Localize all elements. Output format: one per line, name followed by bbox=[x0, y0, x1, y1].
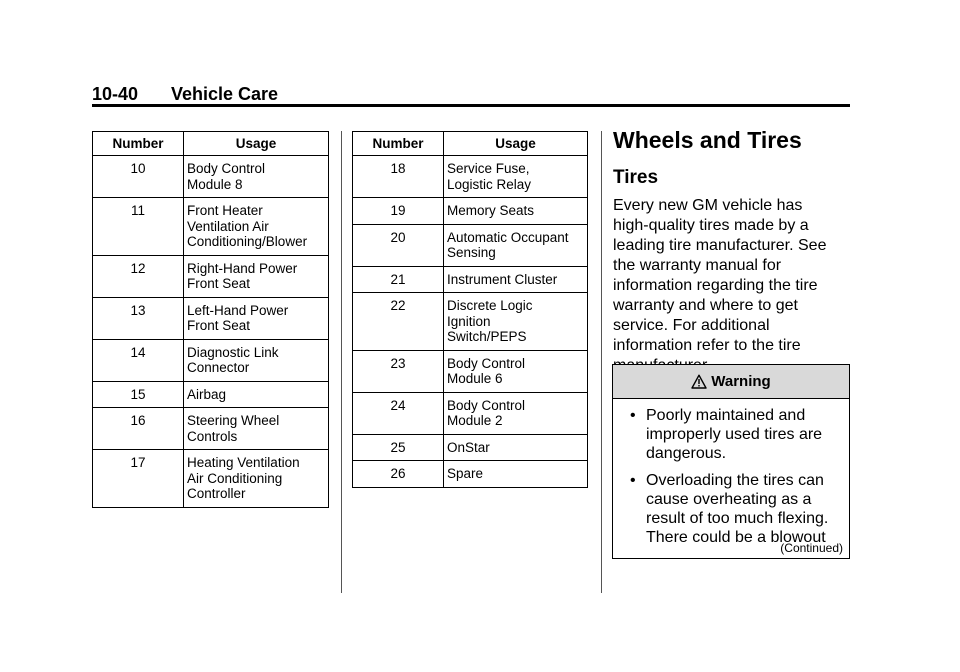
usage-line: Front Seat bbox=[187, 318, 251, 333]
usage-line: Body Control bbox=[187, 161, 266, 176]
table-row bbox=[353, 198, 588, 225]
usage-line: Module 6 bbox=[447, 371, 503, 386]
fuse-usage bbox=[184, 297, 329, 339]
fuse-number: 12 bbox=[93, 255, 184, 297]
paragraph-line: information refer to the tire bbox=[613, 337, 801, 354]
warning-line: cause overheating as a bbox=[646, 491, 812, 508]
warning-title: Warning bbox=[711, 373, 771, 390]
paragraph-line: Every new GM vehicle has bbox=[613, 197, 803, 214]
fuse-number: 17 bbox=[93, 450, 184, 508]
fuse-usage bbox=[444, 461, 588, 488]
fuse-number: 23 bbox=[353, 350, 444, 392]
fuse-usage bbox=[444, 156, 588, 198]
usage-line: Logistic Relay bbox=[447, 176, 532, 192]
table-row bbox=[93, 156, 329, 198]
warning-box bbox=[612, 364, 850, 559]
fuse-number: 21 bbox=[353, 266, 444, 293]
usage-line: Body Control bbox=[447, 397, 526, 413]
fuse-usage bbox=[184, 156, 329, 198]
usage-line: Service Fuse, bbox=[447, 161, 530, 176]
column-header-number: Number bbox=[93, 132, 184, 156]
warning-line: Poorly maintained and bbox=[646, 407, 806, 424]
usage-line: Front Heater bbox=[187, 203, 263, 218]
usage-line: Front Seat bbox=[187, 276, 251, 291]
page-header bbox=[92, 84, 850, 106]
usage-line: Connector bbox=[187, 360, 250, 375]
subsection-heading: Tires bbox=[613, 167, 659, 188]
warning-header bbox=[613, 365, 849, 399]
usage-line: Heating Ventilation bbox=[187, 455, 300, 470]
bullet: • bbox=[630, 407, 636, 424]
fuse-number: 24 bbox=[353, 392, 444, 434]
table-row bbox=[93, 198, 329, 256]
usage-line: Discrete Logic bbox=[447, 298, 533, 313]
table-header-row bbox=[353, 132, 588, 156]
table-row bbox=[353, 350, 588, 392]
fuse-number: 14 bbox=[93, 339, 184, 381]
paragraph-line: warranty and where to get bbox=[613, 297, 798, 314]
usage-line: OnStar bbox=[447, 439, 490, 455]
usage-line: Right-Hand Power bbox=[187, 260, 298, 276]
fuse-number: 26 bbox=[353, 461, 444, 488]
section-title: Vehicle Care bbox=[171, 84, 279, 104]
fuse-table-right bbox=[352, 131, 588, 488]
warning-line: result of too much flexing. bbox=[646, 510, 829, 527]
tires-paragraph bbox=[613, 196, 853, 376]
usage-line: Memory Seats bbox=[447, 203, 535, 218]
usage-line: Controls bbox=[187, 428, 238, 444]
usage-line: Airbag bbox=[187, 386, 227, 402]
column-header-usage: Usage bbox=[444, 132, 588, 156]
table-row bbox=[93, 450, 329, 508]
warning-item bbox=[630, 406, 849, 463]
usage-line: Ignition bbox=[447, 313, 491, 329]
header-rule bbox=[92, 104, 850, 107]
table-row bbox=[93, 381, 329, 408]
usage-line: Automatic Occupant bbox=[447, 229, 569, 245]
table-row bbox=[353, 461, 588, 488]
warning-line: dangerous. bbox=[646, 445, 727, 462]
table-row bbox=[93, 408, 329, 450]
column-divider-1 bbox=[341, 131, 342, 593]
fuse-usage bbox=[444, 198, 588, 225]
table-row bbox=[353, 224, 588, 266]
bullet: • bbox=[630, 472, 636, 489]
column-header-number: Number bbox=[353, 132, 444, 156]
fuse-number: 18 bbox=[353, 156, 444, 198]
fuse-usage bbox=[184, 408, 329, 450]
fuse-number: 22 bbox=[353, 293, 444, 351]
paragraph-line: the warranty manual for bbox=[613, 257, 782, 274]
fuse-usage bbox=[444, 224, 588, 266]
usage-line: Diagnostic Link bbox=[187, 344, 279, 360]
column-header-usage: Usage bbox=[184, 132, 329, 156]
table-row bbox=[353, 434, 588, 461]
usage-line: Sensing bbox=[447, 245, 496, 260]
column-divider-2 bbox=[601, 131, 602, 593]
usage-line: Body Control bbox=[447, 355, 526, 371]
fuse-usage bbox=[444, 350, 588, 392]
fuse-table-left bbox=[92, 131, 329, 508]
fuse-usage bbox=[444, 266, 588, 293]
usage-line: Instrument Cluster bbox=[447, 271, 558, 287]
table-row bbox=[353, 392, 588, 434]
warning-line: There could be a blowout bbox=[646, 529, 826, 546]
table-row bbox=[93, 339, 329, 381]
fuse-number: 15 bbox=[93, 381, 184, 408]
table-header-row bbox=[93, 132, 329, 156]
paragraph-line: information regarding the tire bbox=[613, 277, 818, 294]
usage-line: Conditioning/Blower bbox=[187, 234, 308, 249]
warning-line: Overloading the tires can bbox=[646, 472, 824, 489]
usage-line: Module 2 bbox=[447, 413, 503, 428]
warning-triangle-icon bbox=[691, 374, 707, 389]
fuse-number: 16 bbox=[93, 408, 184, 450]
fuse-number: 10 bbox=[93, 156, 184, 198]
usage-line: Left-Hand Power bbox=[187, 302, 289, 318]
paragraph-line: high-quality tires made by a bbox=[613, 217, 809, 234]
section-heading: Wheels and Tires bbox=[613, 127, 802, 153]
table-row bbox=[353, 156, 588, 198]
usage-line: Module 8 bbox=[187, 176, 243, 192]
usage-line: Steering Wheel bbox=[187, 413, 280, 428]
table-row bbox=[93, 297, 329, 339]
table-row bbox=[353, 293, 588, 351]
fuse-usage bbox=[184, 255, 329, 297]
fuse-usage bbox=[444, 293, 588, 351]
fuse-usage bbox=[184, 381, 329, 408]
fuse-number: 20 bbox=[353, 224, 444, 266]
fuse-number: 11 bbox=[93, 198, 184, 256]
usage-line: Spare bbox=[447, 466, 484, 481]
fuse-usage bbox=[184, 198, 329, 256]
fuse-usage bbox=[184, 339, 329, 381]
page-number: 10-40 bbox=[92, 84, 139, 104]
continued-label: (Continued) bbox=[780, 541, 843, 555]
warning-line: improperly used tires are bbox=[646, 426, 823, 443]
usage-line: Ventilation Air bbox=[187, 218, 269, 234]
usage-line: Air Conditioning bbox=[187, 470, 283, 486]
table-row bbox=[353, 266, 588, 293]
warning-item bbox=[630, 471, 849, 547]
paragraph-line: leading tire manufacturer. See bbox=[613, 237, 827, 254]
fuse-usage bbox=[444, 392, 588, 434]
warning-list bbox=[613, 399, 849, 547]
paragraph-line: service. For additional bbox=[613, 317, 770, 334]
usage-line: Switch/PEPS bbox=[447, 329, 527, 344]
fuse-number: 19 bbox=[353, 198, 444, 225]
fuse-number: 13 bbox=[93, 297, 184, 339]
usage-line: Controller bbox=[187, 486, 246, 501]
fuse-number: 25 bbox=[353, 434, 444, 461]
table-row bbox=[93, 255, 329, 297]
fuse-usage bbox=[184, 450, 329, 508]
fuse-usage bbox=[444, 434, 588, 461]
